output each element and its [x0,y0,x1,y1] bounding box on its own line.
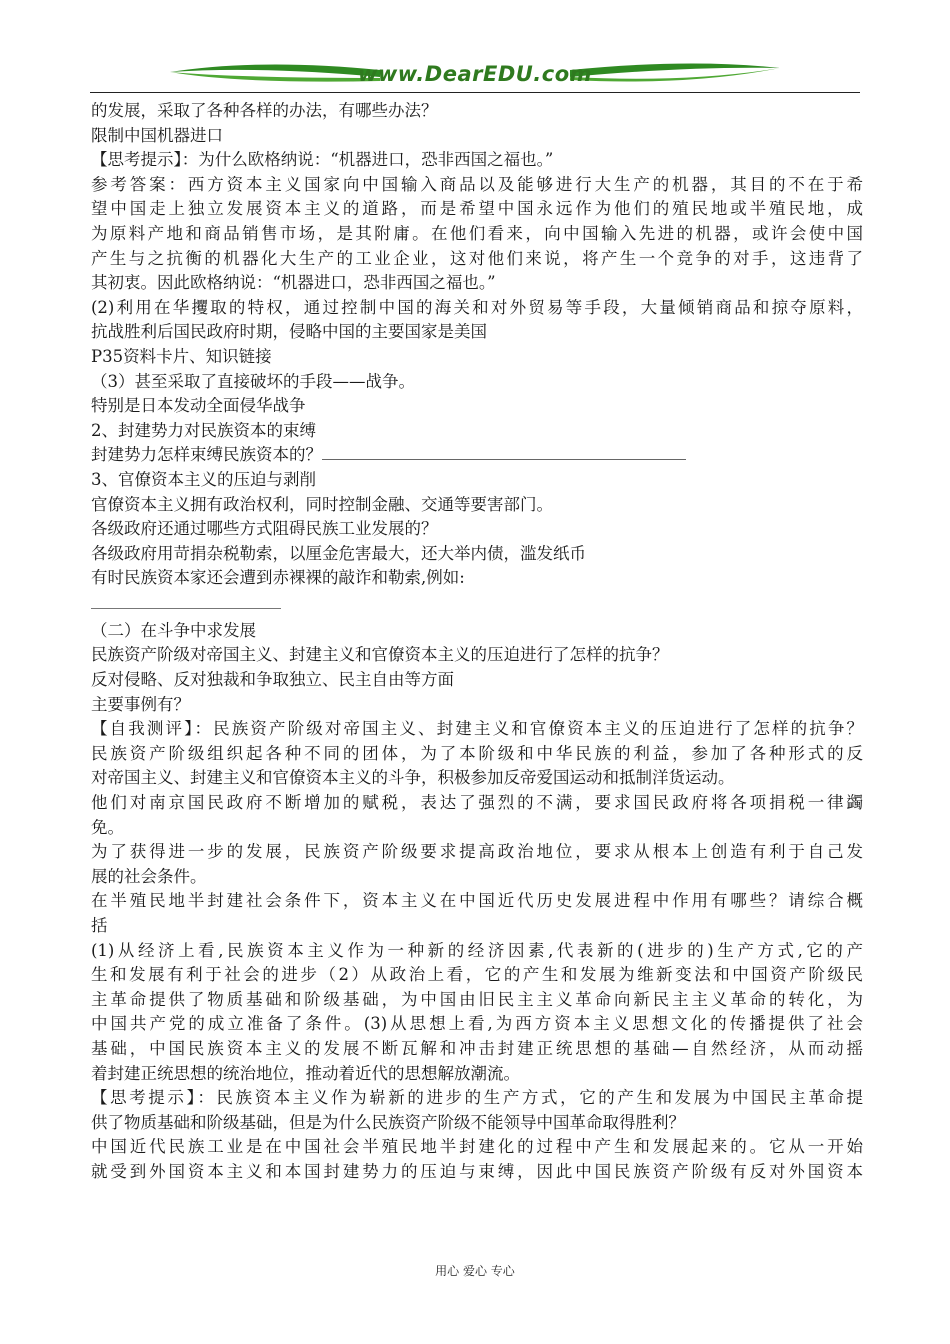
answer-blank [91,591,863,619]
text-line: 各级政府还通过哪些方式阻碍民族工业发展的？ [91,519,438,539]
text-line: (1)从经济上看,民族资本主义作为一种新的经济因素,代表新的(进步的)生产方式,它的产 [91,940,863,960]
text-line: 【自我测评】：民族资产阶级对帝国主义、封建主义和官僚资本主义的压迫进行了怎样的抗争？ [91,719,863,739]
text-line: 对帝国主义、封建主义和官僚资本主义的斗争，积极参加反帝爱国运动和抵制洋货运动。 [91,768,735,788]
text-line: 其初衷。因此欧格纳说：“机器进口，恐非西国之福也。” [91,273,496,293]
text-line: 各级政府用苛捐杂税勒索，以厘金危害最大，还大举内债，滥发纸币 [91,543,586,563]
site-header-banner [90,58,860,92]
text-line: 免。 [91,817,124,837]
fill-in-question [91,443,863,468]
text-line: 限制中国机器进口 [91,125,223,145]
text-line: 基础，中国民族资本主义的发展不断瓦解和冲击封建正统思想的基础—自然经济，从而动摇 [91,1038,863,1058]
text-line: 中国近代民族工业是在中国社会半殖民地半封建化的过程中产生和发展起来的。它从一开始 [91,1137,863,1157]
page-footer: 用心 爱心 专心 [435,1264,515,1278]
text-line: 有时民族资本家还会遭到赤裸裸的敲诈和勒索,例如: [91,568,465,588]
text-line: (2)利用在华攫取的特权，通过控制中国的海关和对外贸易等手段，大量倾销商品和掠夺原料， [91,297,863,317]
text-line: 为原料产地和商品销售市场，是其附庸。在他们看来，向中国输入先进的机器，或许会使中国 [91,223,863,243]
text-line: 着封建正统思想的统治地位，推动着近代的思想解放潮流。 [91,1063,520,1083]
text-line: （3）甚至采取了直接破坏的手段——战争。 [91,371,415,391]
text-line: 就受到外国资本主义和本国封建势力的压迫与束缚，因此中国民族资产阶级有反对外国资本 [91,1161,863,1181]
text-line: 民族资产阶级组织起各种不同的团体，为了本阶级和中华民族的利益，参加了各种形式的反 [91,743,863,763]
text-line: 生和发展有利于社会的进步（2）从政治上看，它的产生和发展为维新变法和中国资产阶级民 [91,965,863,985]
answer-blank [322,445,686,460]
question-text: 封建势力怎样束缚民族资本的？ [91,445,322,465]
text-line: 特别是日本发动全面侵华战争 [91,396,306,416]
text-line: 为了获得进一步的发展，民族资产阶级要求提高政治地位，要求从根本上创造有利于自己发 [91,842,863,862]
section-heading: （二）在斗争中求发展 [91,620,256,640]
text-line: 在半殖民地半封建社会条件下，资本主义在中国近代历史发展进程中作用有哪些？请综合概 [91,891,863,911]
text-line: 参考答案：西方资本主义国家向中国输入商品以及能够进行大生产的机器，其目的不在于希 [91,174,863,194]
text-line: P35资料卡片、知识链接 [91,346,272,366]
text-line: 产生与之抗衡的机器化大生产的工业企业，这对他们来说，将产生一个竞争的对手，这违背了 [91,248,863,268]
text-line: 民族资产阶级对帝国主义、封建主义和官僚资本主义的压迫进行了怎样的抗争？ [91,645,669,665]
text-line: 的发展，采取了各种各样的办法，有哪些办法？ [91,101,438,120]
header-divider [90,92,860,93]
document-body [91,99,863,1185]
text-line: 供了物质基础和阶级基础，但是为什么民族资产阶级不能领导中国革命取得胜利？ [91,1112,685,1132]
text-line: 3、官僚资本主义的压迫与剥削 [91,469,316,489]
text-line: 2、封建势力对民族资本的束缚 [91,420,316,440]
text-line: 抗战胜利后国民政府时期，侵略中国的主要国家是美国 [91,322,487,342]
text-line: 主要事例有？ [91,694,190,714]
text-line: 展的社会条件。 [91,866,207,886]
text-line: 【思考提示】：民族资本主义作为崭新的进步的生产方式，它的产生和发展为中国民主革命提 [91,1088,863,1108]
text-line: 望中国走上独立发展资本主义的道路，而是希望中国永远作为他们的殖民地或半殖民地，成 [91,199,863,219]
text-line: 反对侵略、反对独裁和争取独立、民主自由等方面 [91,670,454,690]
text-line: 中国共产党的成立准备了条件。(3)从思想上看,为西方资本主义思想文化的传播提供了社会 [91,1014,863,1034]
text-line: 括 [91,916,108,935]
text-line: 主革命提供了物质基础和阶级基础，为中国由旧民主主义革命向新民主主义革命的转化，为 [91,989,863,1009]
text-line: 他们对南京国民政府不断增加的赋税，表达了强烈的不满，要求国民政府将各项捐税一律蠲 [91,793,863,813]
text-line: 官僚资本主义拥有政治权利，同时控制金融、交通等要害部门。 [91,494,553,514]
site-logo-text[interactable]: www.DearEDU.com [357,62,593,86]
text-line: 【思考提示】：为什么欧格纳说：“机器进口，恐非西国之福也。” [91,150,554,170]
